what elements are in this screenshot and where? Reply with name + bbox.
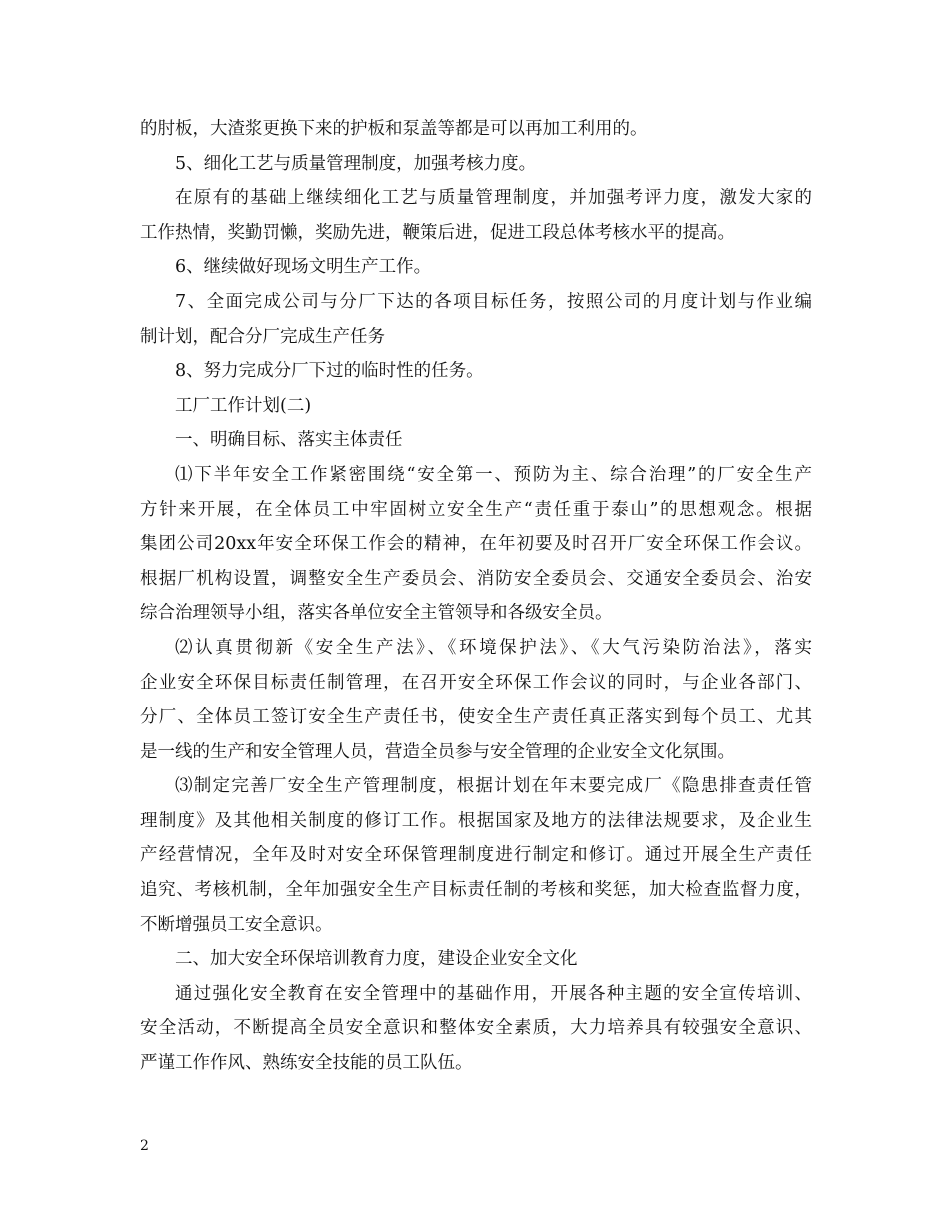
text-line: 严谨工作作风、熟练安全技能的员工队伍。 — [140, 1053, 473, 1074]
text-line: 在原有的基础上继续细化工艺与质量管理制度，并加强考评力度，激发大家的 — [175, 188, 812, 209]
text-line: 集团公司20xx年安全环保工作会的精神，在年初要及时召开厂安全环保工作会议。 — [140, 534, 812, 555]
text-line: 制计划，配合分厂完成生产任务 — [140, 326, 385, 347]
text-line: 工厂工作计划(二) — [175, 395, 312, 416]
text-line: 综合治理领导小组，落实各单位安全主管领导和各级安全员。 — [140, 603, 613, 624]
text-line: 根据厂机构设置，调整安全生产委员会、消防安全委员会、交通安全委员会、治安 — [140, 568, 812, 589]
text-line: 是一线的生产和安全管理人员，营造全员参与安全管理的企业安全文化氛围。 — [140, 741, 735, 762]
text-line: 分厂、全体员工签订安全生产责任书，使安全生产责任真正落实到每个员工、尤其 — [140, 707, 812, 728]
text-line: 二、加大安全环保培训教育力度，建设企业安全文化 — [175, 949, 578, 970]
text-line: 追究、考核机制，全年加强安全生产目标责任制的考核和奖惩，加大检查监督力度， — [140, 880, 812, 901]
text-line: 7、全面完成公司与分厂下达的各项目标任务，按照公司的月度计划与作业编 — [175, 291, 812, 312]
text-line: 安全活动，不断提高全员安全意识和整体安全素质，大力培养具有较强安全意识、 — [140, 1018, 812, 1039]
text-line: ⑴下半年安全工作紧密围绕“安全第一、预防为主、综合治理”的厂安全生产 — [175, 464, 812, 485]
text-line: 的肘板，大渣浆更换下来的护板和泵盖等都是可以再加工利用的。 — [140, 119, 648, 139]
text-line: 通过强化安全教育在安全管理中的基础作用，开展各种主题的安全宣传培训、 — [175, 983, 812, 1004]
page-number: 2 — [140, 1138, 149, 1154]
text-line: 产经营情况，全年及时对安全环保管理制度进行制定和修订。通过开展全生产责任 — [140, 845, 812, 866]
text-line: 5、细化工艺与质量管理制度，加强考核力度。 — [175, 153, 537, 174]
text-line: 6、继续做好现场文明生产工作。 — [175, 257, 432, 278]
document-body — [140, 112, 812, 1081]
text-line: 8、努力完成分厂下过的临时性的任务。 — [175, 361, 484, 382]
text-line: ⑵认真贯彻新《安全生产法》、《环境保护法》、《大气污染防治法》，落实 — [175, 637, 812, 658]
text-line: ⑶制定完善厂安全生产管理制度，根据计划在年末要完成厂《隐患排查责任管 — [175, 776, 812, 797]
text-line: 工作热情，奖勤罚懒，奖励先进，鞭策后进，促进工段总体考核水平的提高。 — [140, 222, 735, 243]
text-line: 企业安全环保目标责任制管理，在召开安全环保工作会议的同时，与企业各部门、 — [140, 672, 812, 693]
text-line: 不断增强员工安全意识。 — [140, 914, 333, 935]
text-line: 一、明确目标、落实主体责任 — [175, 430, 403, 451]
text-line: 理制度》及其他相关制度的修订工作。根据国家及地方的法律法规要求，及企业生 — [140, 810, 812, 831]
text-line: 方针来开展，在全体员工中牢固树立安全生产“责任重于泰山”的思想观念。根据 — [140, 499, 812, 520]
